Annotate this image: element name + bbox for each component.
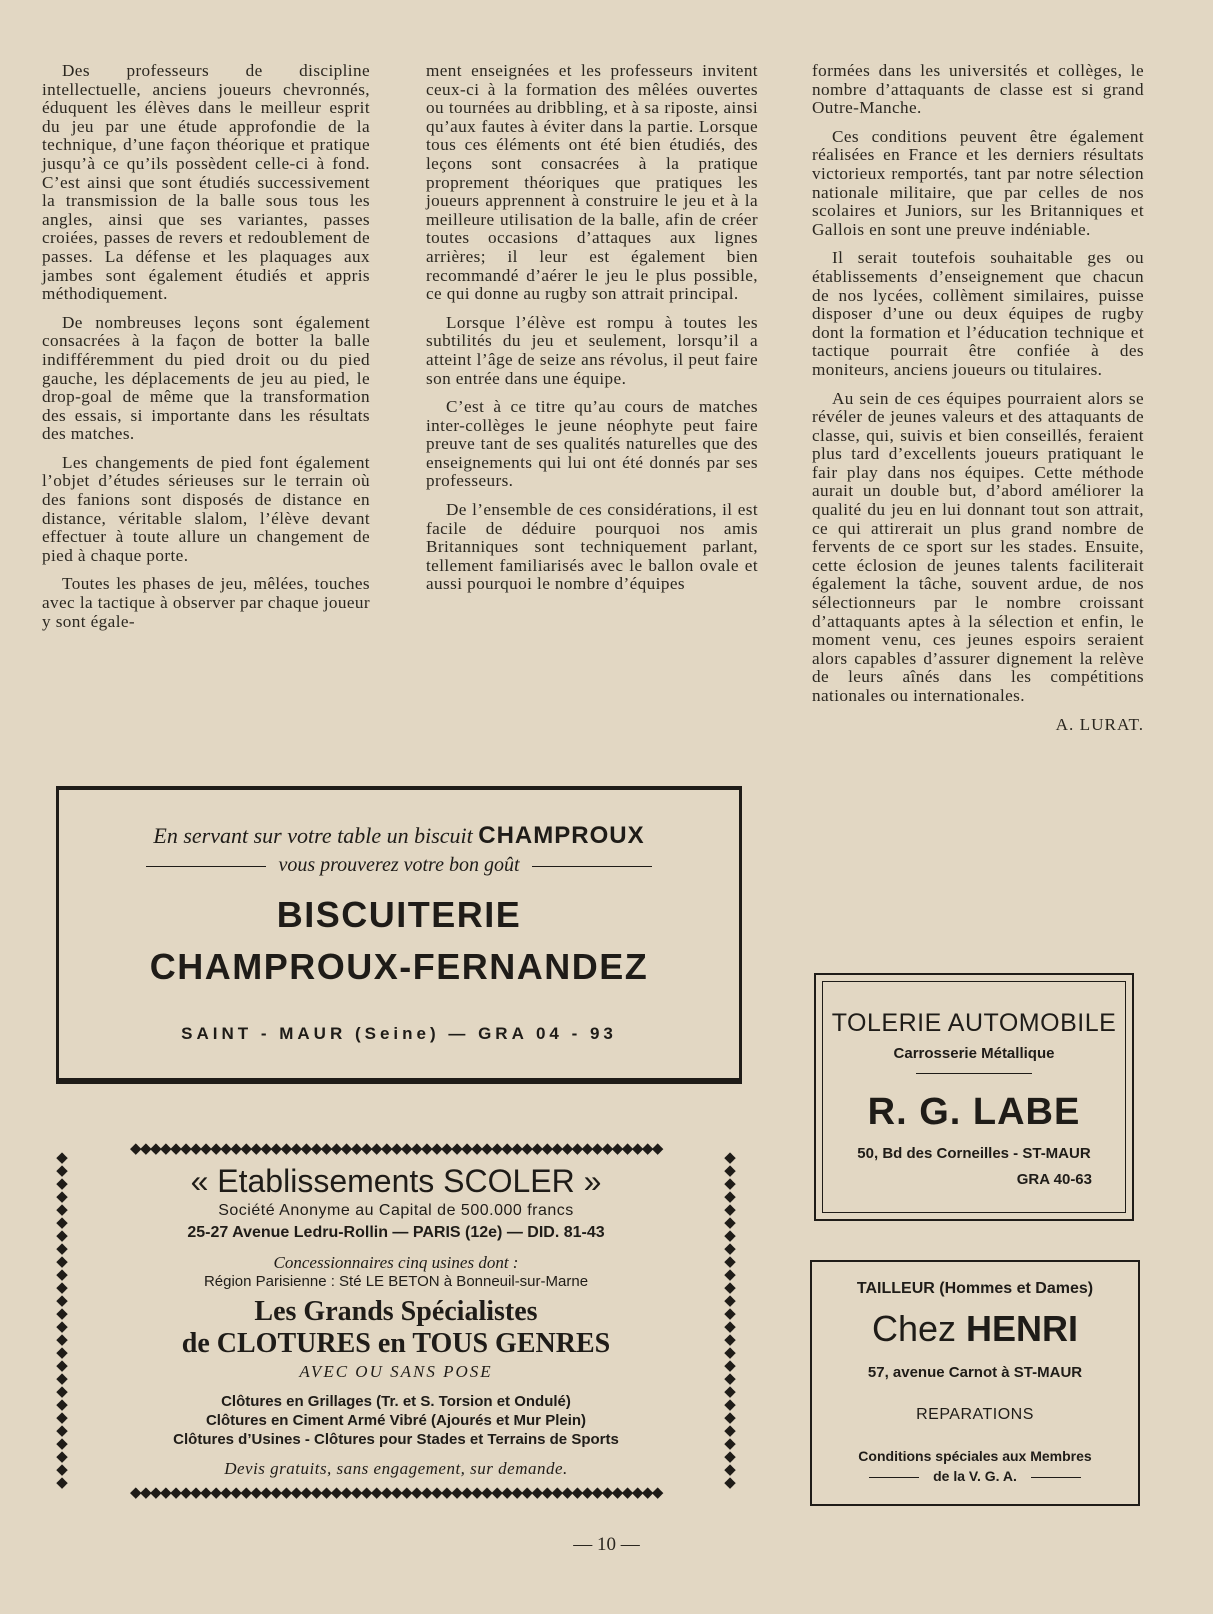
- paragraph: Toutes les phases de jeu, mêlées, touches avec la tactique à observer par chaque joueur y sont égale-: [42, 574, 370, 631]
- ad-phone: GRA 40-63: [1016, 1171, 1092, 1188]
- ad-address: 57, avenue Carnot à ST-MAUR: [867, 1364, 1083, 1381]
- divider: [916, 1073, 1032, 1074]
- ad-headline-2: de CLOTURES en TOUS GENRES: [181, 1328, 611, 1359]
- ad-tagline-2: vous prouverez votre bon goût: [278, 854, 520, 876]
- article-column-2: [426, 62, 758, 604]
- ad-name: R. G. LABE: [867, 1091, 1081, 1133]
- paragraph: formées dans les universités et collèges, le nombre d’attaquants de classe est si grand Outre-Manche.: [812, 61, 1144, 118]
- paragraph: Ces conditions peuvent être également réalisées en France et les derniers résultats victorieux remportés, tant par notre sélection nationale militaire, que par celles de nos scolaires et Juniors, sur les Britanniques et Gallois en sont une preuve indéniable.: [812, 126, 1144, 239]
- ad-conditions-2: de la V. G. A.: [933, 1468, 1017, 1484]
- ad-title: TOLERIE AUTOMOBILE: [831, 1009, 1117, 1037]
- ad-item: Clôtures en Ciment Armé Vibré (Ajourés et Mur Plein): [205, 1412, 587, 1429]
- ad-henri: [810, 1260, 1140, 1506]
- ad-company-name-1: BISCUITERIE: [276, 894, 522, 935]
- paragraph: Des professeurs de discipline intellectuelle, anciens joueurs chevronnés, éduquent les élèves dans le meilleur esprit du jeu par une étude approfondie de la technique, d’une façon théorique et pratique jusqu’à ce qu’ils possèdent celle-ci à fond. C’est ainsi que sont étudiés successivement la transmission de la balle sous tous les angles, ainsi que ses variantes, passes croiées, passes de revers et redoublement de passes. La défense et les plaquages aux jambes sont également étudiés et appris méthodiquement.: [42, 61, 370, 304]
- paragraph: Au sein de ces équipes pourraient alors se révéler de jeunes valeurs et des attaquants de classe, qui, suivis et bien conseillés, feraient plus tard d’excellents joueurs pratiquant le fair play dans nos équipes. Cette méthode aurait un double but, d’abord améliorer la qualité du jeu en lui donnant tout son attrait, ce qui attirerait un plus grand nombre de fervents de ce sport sur les stades. Ensuite, cette éclosion de jeunes talents faciliterait également la tâche, souvent ardue, de nos sélectionneurs par le nombre croissant d’attaquants aptes à la sélection et enfin, le moment venu, ces jeunes espoirs seraient alors capables d’assurer dignement la relève de leurs aînés dans les compétitions nationales ou internationales.: [812, 388, 1144, 705]
- ad-title: TAILLEUR (Hommes et Dames): [856, 1280, 1094, 1297]
- article-column-3: [812, 62, 1144, 744]
- ad-subtitle: Carrosserie Métallique: [893, 1045, 1055, 1062]
- ad-region: Région Parisienne : Sté LE BETON à Bonneuil-sur-Marne: [203, 1273, 589, 1290]
- ad-scoler: [56, 1141, 736, 1501]
- ad-concession: Concessionnaires cinq usines dont :: [273, 1253, 519, 1272]
- paragraph: Lorsque l’élève est rompu à toutes les subtilités du jeu et seulement, lorsqu’il a atteint l’âge de seize ans révolus, il peut faire son entrée dans une équipe.: [426, 312, 758, 388]
- paragraph: ment enseignées et les professeurs invitent ceux-ci à la formation des mêlées ouvertes ou tournées au dribbling, et à sa riposte, ainsi qu’aux fautes à éviter dans la partie. Lorsque tous ces éléments ont été bien étudiés, des leçons sont consacrées à la pratique proprement théoriques que pratiques les joueurs apprennent à construire le jeu et à la meilleure utilisation de la balle, afin de créer toutes occasions d’attaques aux lignes arrières; il leur est également bien recommandé d’aérer le jeu le plus possible, ce qui donne au rugby son attrait principal.: [426, 61, 758, 304]
- ad-pose: AVEC OU SANS POSE: [299, 1362, 493, 1381]
- ad-tagline: En servant sur votre table un biscuit: [153, 823, 473, 848]
- ad-address: 50, Bd des Corneilles - ST-MAUR: [857, 1145, 1091, 1162]
- ad-champroux: [56, 786, 742, 1084]
- ad-repairs: REPARATIONS: [916, 1406, 1034, 1423]
- ad-devis: Devis gratuits, sans engagement, sur demande.: [224, 1459, 568, 1478]
- ad-name: HENRI: [966, 1308, 1079, 1349]
- page-number: — 10 —: [573, 1534, 640, 1555]
- ad-item: Clôtures d’Usines - Clôtures pour Stades et Terrains de Sports: [173, 1431, 619, 1448]
- ad-conditions: Conditions spéciales aux Membres: [858, 1448, 1092, 1464]
- ad-capital: Société Anonyme au Capital de 500.000 francs: [218, 1202, 574, 1219]
- divider: [1031, 1477, 1081, 1478]
- ad-headline-1: Les Grands Spécialistes: [254, 1296, 538, 1327]
- divider: [869, 1477, 919, 1478]
- paragraph: De l’ensemble de ces considérations, il est facile de déduire pourquoi nos amis Britanniques sont techniquement parlant, tellement familiarisés avec le ballon ovale et aussi pourquoi le nombre d’équipes: [426, 500, 758, 594]
- ad-item: Clôtures en Grillages (Tr. et S. Torsion et Ondulé): [221, 1393, 571, 1410]
- ad-address: 25-27 Avenue Ledru-Rollin — PARIS (12e) — DID. 81-43: [187, 1224, 605, 1241]
- ad-address: SAINT - MAUR (Seine) — GRA 04 - 93: [181, 1024, 617, 1043]
- article-column-1: [42, 62, 370, 641]
- ad-title: « Etablissements SCOLER »: [190, 1163, 602, 1199]
- paragraph: Il serait toutefois souhaitable ges ou établissements d’enseignement que chacun de nos lycées, collèment similaires, puisse disposer d’une ou deux équipes de rugby dont la formation et l’éducation technique et tactique pourrait être confiée à des moniteurs, anciens joueurs ou titulaires.: [812, 248, 1144, 379]
- ad-company-name-2: CHAMPROUX-FERNANDEZ: [149, 946, 649, 987]
- ad-labe: [814, 973, 1134, 1221]
- paragraph: C’est à ce titre qu’au cours de matches inter-collèges le jeune néophyte peut faire preuve tant de ses qualités naturelles que des enseignements qui lui ont été donnés par ses professeurs.: [426, 397, 758, 491]
- diamond-border-left: ◆ ◆ ◆ ◆ ◆ ◆ ◆ ◆ ◆ ◆ ◆ ◆ ◆ ◆ ◆ ◆ ◆ ◆ ◆ ◆ ◆ ◆ ◆ ◆ ◆ ◆: [56, 1151, 68, 1491]
- divider: [146, 866, 266, 867]
- diamond-border-bottom: ◆◆◆◆◆◆◆◆◆◆◆◆◆◆◆◆◆◆◆◆◆◆◆◆◆◆◆◆◆◆◆◆◆◆◆◆◆◆◆◆◆◆◆◆◆◆◆◆◆◆◆◆◆: [130, 1485, 662, 1501]
- ad-brand: CHAMPROUX: [478, 822, 645, 849]
- paragraph: Les changements de pied font également l’objet d’études sérieuses sur le terrain où des fanions sont disposés de distance en distance, véritable slalom, l’élève devant effectuer à toute allure un changement de pied à chaque porte.: [42, 452, 370, 565]
- author-signature: A. LURAT.: [1055, 714, 1144, 734]
- diamond-border-right: ◆ ◆ ◆ ◆ ◆ ◆ ◆ ◆ ◆ ◆ ◆ ◆ ◆ ◆ ◆ ◆ ◆ ◆ ◆ ◆ ◆ ◆ ◆ ◆ ◆ ◆: [724, 1151, 736, 1491]
- paragraph: De nombreuses leçons sont également consacrées à la façon de botter la balle indifféremment du pied droit ou du pied gauche, les déplacements de jeu au pied, le drop-goal de même que la transformation des essais, si importante dans les résultats des matches.: [42, 312, 370, 444]
- divider: [532, 866, 652, 867]
- diamond-border-top: ◆◆◆◆◆◆◆◆◆◆◆◆◆◆◆◆◆◆◆◆◆◆◆◆◆◆◆◆◆◆◆◆◆◆◆◆◆◆◆◆◆◆◆◆◆◆◆◆◆◆◆◆◆: [130, 1141, 662, 1157]
- ad-chez: Chez: [871, 1308, 956, 1349]
